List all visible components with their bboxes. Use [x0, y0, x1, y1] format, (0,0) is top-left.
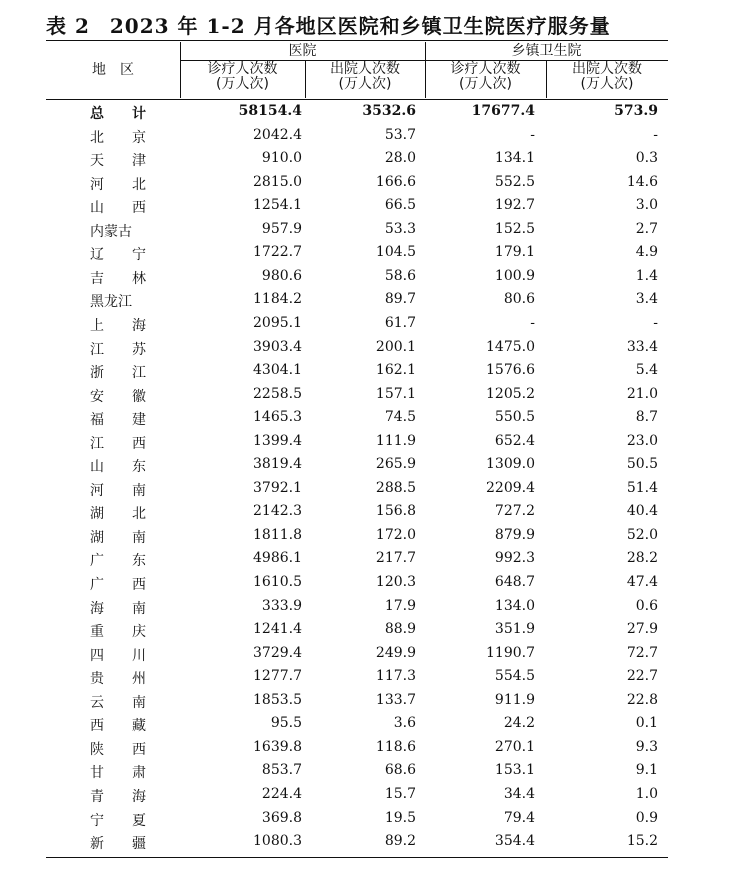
region-name-part: 北 — [132, 506, 146, 523]
region-name-part: 福 — [90, 412, 104, 429]
hospital-visits-cell: 224.4 — [261, 785, 302, 802]
region-name-part: 海 — [132, 788, 146, 805]
hospital-visits-cell: 853.7 — [261, 762, 302, 779]
township-discharge-cell: 0.3 — [635, 150, 658, 167]
table-row — [46, 619, 668, 643]
hospital-visits-cell: 4304.1 — [253, 362, 302, 379]
township-discharge-cell: 2.7 — [635, 220, 658, 237]
header-township: 乡镇卫生院 — [511, 43, 582, 59]
region-name — [90, 315, 146, 335]
township-discharge-cell: 40.4 — [626, 503, 658, 520]
region-name-part: 西 — [90, 718, 104, 735]
region-name — [90, 810, 146, 830]
region-name-part: 南 — [132, 482, 146, 499]
region-name — [90, 433, 146, 453]
township-visits-cell: 727.2 — [494, 503, 535, 520]
hospital-discharge-cell: 133.7 — [375, 691, 416, 708]
hospital-visits-cell: 910.0 — [261, 150, 302, 167]
hospital-discharge-cell: 19.5 — [384, 809, 416, 826]
col-unit: (万人次) — [338, 76, 392, 92]
hospital-discharge-cell: 217.7 — [375, 550, 416, 567]
hospital-visits-cell: 3729.4 — [253, 644, 302, 661]
table-row — [46, 407, 668, 431]
region-name — [90, 174, 146, 194]
col-label: 诊疗人次数 — [450, 61, 521, 77]
table-row — [46, 831, 668, 855]
township-visits-cell: 34.4 — [503, 785, 535, 802]
township-discharge-cell: 0.1 — [635, 715, 658, 732]
region-name-part: 青 — [90, 788, 104, 805]
region-name-part: 徽 — [132, 388, 146, 405]
township-visits-cell: 648.7 — [494, 574, 535, 590]
table-row — [46, 572, 668, 596]
region-name-part: 海 — [90, 600, 104, 617]
region-name-part: 宁 — [132, 247, 146, 264]
region-name-part: 京 — [132, 129, 146, 146]
table-row — [46, 690, 668, 714]
table-row — [46, 713, 668, 737]
col-hospital-visits — [180, 62, 305, 92]
region-name-part: 海 — [132, 317, 146, 334]
hospital-visits-cell: 1277.7 — [253, 668, 302, 685]
col-label: 出院人次数 — [330, 61, 400, 77]
township-discharge-cell: 22.7 — [626, 668, 658, 685]
region-name-part: 湖 — [90, 506, 104, 523]
township-visits-cell: 100.9 — [494, 267, 535, 284]
region-name-part: 夏 — [132, 812, 146, 829]
table-row — [46, 384, 668, 408]
region-name-part: 林 — [132, 270, 146, 287]
township-discharge-cell: 15.2 — [626, 833, 658, 850]
region-name-part: 总 — [90, 106, 104, 122]
table-row — [46, 219, 668, 243]
township-visits-cell: 1576.6 — [486, 362, 535, 379]
table-row — [46, 242, 668, 266]
region-name-part: 苏 — [132, 341, 146, 358]
region-name-part: 北 — [132, 176, 146, 193]
region-name-part: 宁 — [90, 812, 104, 829]
region-name — [90, 221, 146, 241]
region-name — [90, 598, 146, 618]
region-name-part: 新 — [90, 836, 104, 853]
hospital-visits-cell: 369.8 — [261, 809, 302, 826]
region-name-part: 四 — [90, 647, 104, 664]
table-row — [46, 266, 668, 290]
region-name-part: 南 — [132, 529, 146, 546]
region-name-part: 陕 — [90, 741, 104, 758]
region-name-part: 上 — [90, 317, 104, 334]
region-name-part: 江 — [90, 341, 104, 358]
table-row — [46, 125, 668, 149]
region-name-part: 西 — [132, 435, 146, 452]
hospital-visits-cell: 1610.5 — [253, 574, 302, 590]
hospital-visits-cell: 1241.4 — [253, 621, 302, 638]
hospital-discharge-cell: 58.6 — [384, 267, 416, 284]
hospital-discharge-cell: 118.6 — [375, 738, 416, 755]
hospital-discharge-cell: 53.7 — [384, 126, 416, 143]
township-visits-cell: 79.4 — [503, 809, 535, 826]
region-name — [90, 668, 146, 688]
hospital-discharge-cell: 15.7 — [384, 785, 416, 802]
table-row — [46, 478, 668, 502]
col-unit: (万人次) — [459, 76, 512, 92]
region-name — [90, 574, 146, 594]
township-discharge-cell: 3.4 — [635, 291, 658, 308]
table-row — [46, 548, 668, 572]
hospital-discharge-cell: 156.8 — [375, 503, 416, 520]
region-name — [90, 762, 146, 782]
hospital-visits-cell: 333.9 — [261, 597, 302, 614]
township-discharge-cell: 1.4 — [635, 267, 658, 284]
region-name-part: 庆 — [132, 624, 146, 641]
table-row — [46, 454, 668, 478]
hospital-discharge-cell: 200.1 — [375, 338, 416, 355]
township-visits-cell: 879.9 — [494, 526, 535, 543]
region-name-part: 藏 — [132, 718, 146, 735]
col-unit: (万人次) — [580, 76, 634, 92]
table-bottom-rule — [46, 857, 668, 858]
township-visits-cell: 354.4 — [494, 833, 535, 850]
township-visits-cell: 1475.0 — [486, 338, 535, 355]
hospital-visits-cell: 957.9 — [261, 220, 302, 237]
col-hospital-discharge — [305, 62, 425, 92]
region-name — [90, 739, 146, 759]
hospital-visits-cell: 4986.1 — [253, 550, 302, 567]
region-name-part: 吉 — [90, 270, 104, 287]
township-discharge-cell: 50.5 — [626, 456, 658, 473]
hospital-discharge-cell: 111.9 — [375, 432, 416, 449]
table-caption: 2023 年 1-2 月各地区医院和乡镇卫生院医疗服务量 — [109, 14, 611, 38]
township-visits-cell: 652.4 — [494, 432, 535, 449]
region-name-part: 肃 — [132, 765, 146, 782]
region-name-part: 北 — [90, 129, 104, 146]
hospital-discharge-cell: 28.0 — [384, 150, 416, 167]
hospital-discharge-cell: 17.9 — [384, 597, 416, 614]
township-visits-cell: 2209.4 — [486, 479, 535, 496]
region-name-part: 西 — [132, 741, 146, 758]
township-visits-cell: 134.1 — [494, 150, 535, 167]
township-discharge-cell: 47.4 — [626, 574, 658, 590]
hospital-discharge-cell: 68.6 — [384, 762, 416, 779]
township-visits-cell: 24.2 — [503, 715, 535, 732]
township-discharge-cell: 21.0 — [626, 385, 658, 402]
col-label: 诊疗人次数 — [207, 61, 278, 77]
hospital-visits-cell: 95.5 — [270, 715, 302, 732]
region-name — [90, 409, 146, 429]
table-row — [46, 195, 668, 219]
hospital-visits-cell: 1465.3 — [253, 409, 302, 426]
table-row — [46, 431, 668, 455]
region-name — [90, 291, 146, 311]
hospital-discharge-cell: 172.0 — [375, 526, 416, 543]
hospital-discharge-cell: 249.9 — [375, 644, 416, 661]
hospital-discharge-cell: 117.3 — [375, 668, 416, 685]
hospital-discharge-cell: 88.9 — [384, 621, 416, 638]
hospital-discharge-cell: 104.5 — [375, 244, 416, 261]
township-visits-cell: 80.6 — [503, 291, 535, 308]
township-discharge-cell: 22.8 — [626, 691, 658, 708]
region-name-part: 天 — [90, 153, 104, 170]
region-name — [90, 527, 146, 547]
table-row — [46, 337, 668, 361]
hospital-visits-cell: 1080.3 — [253, 833, 302, 850]
region-name — [90, 197, 146, 217]
hospital-visits-cell: 3819.4 — [253, 456, 302, 473]
region-name-part: 州 — [132, 671, 146, 688]
region-name — [90, 362, 146, 382]
hospital-visits-cell: 1399.4 — [253, 432, 302, 449]
region-name — [90, 150, 146, 170]
total-row — [46, 101, 668, 125]
hospital-discharge-cell: 3532.6 — [362, 103, 416, 119]
hospital-discharge-cell: 66.5 — [384, 197, 416, 214]
region-name-part: 计 — [132, 106, 146, 122]
region-name-part: 江 — [132, 365, 146, 382]
region-name — [90, 480, 146, 500]
township-discharge-cell: 0.9 — [635, 809, 658, 826]
hospital-visits-cell: 1811.8 — [253, 526, 302, 543]
region-name — [90, 692, 146, 712]
table-row — [46, 760, 668, 784]
hospital-visits-cell: 3792.1 — [253, 479, 302, 496]
township-discharge-cell: 28.2 — [626, 550, 658, 567]
region-name-part: 江 — [90, 435, 104, 452]
table-row — [46, 501, 668, 525]
region-name-part: 川 — [132, 647, 146, 664]
region-name — [90, 386, 146, 406]
hospital-visits-cell: 1254.1 — [253, 197, 302, 214]
hospital-discharge-cell: 288.5 — [375, 479, 416, 496]
region-name-part: 西 — [132, 200, 146, 217]
hospital-visits-cell: 2815.0 — [253, 173, 302, 190]
hospital-discharge-cell: 89.7 — [384, 291, 416, 308]
region-name-part: 云 — [90, 694, 104, 711]
region-name-part: 浙 — [90, 365, 104, 382]
township-visits-cell: 1190.7 — [486, 644, 535, 661]
region-name-part: 重 — [90, 624, 104, 641]
township-discharge-cell: 0.6 — [635, 597, 658, 614]
col-unit: (万人次) — [216, 76, 269, 92]
township-visits-cell: 552.5 — [494, 173, 535, 190]
township-discharge-cell: 52.0 — [626, 526, 658, 543]
township-discharge-cell: 9.1 — [635, 762, 658, 779]
township-visits-cell: 911.9 — [494, 691, 535, 708]
hospital-visits-cell: 2042.4 — [253, 126, 302, 143]
hospital-discharge-cell: 166.6 — [375, 173, 416, 190]
township-discharge-cell: 14.6 — [626, 173, 658, 190]
region-name-part: 安 — [90, 388, 104, 405]
hospital-visits-cell: 1853.5 — [253, 691, 302, 708]
region-name — [90, 550, 146, 570]
township-visits-cell: 550.5 — [494, 409, 535, 426]
township-visits-cell: 152.5 — [494, 220, 535, 237]
hospital-discharge-cell: 61.7 — [384, 314, 416, 331]
region-name — [90, 645, 146, 665]
hospital-visits-cell: 1722.7 — [253, 244, 302, 261]
township-discharge-cell: 3.0 — [635, 197, 658, 214]
township-discharge-cell: 72.7 — [626, 644, 658, 661]
table-row — [46, 596, 668, 620]
township-discharge-cell: 4.9 — [635, 244, 658, 261]
hospital-discharge-cell: 74.5 — [384, 409, 416, 426]
col-township-discharge — [546, 62, 668, 92]
township-visits-cell: 1205.2 — [486, 385, 535, 402]
region-name-part: 津 — [132, 153, 146, 170]
township-discharge-cell: 1.0 — [635, 785, 658, 802]
region-name — [90, 127, 146, 147]
col-label: 出院人次数 — [572, 61, 642, 77]
region-name — [90, 786, 146, 806]
township-visits-cell: - — [530, 314, 535, 331]
region-name — [90, 833, 146, 853]
hospital-discharge-cell: 265.9 — [375, 456, 416, 473]
region-name — [90, 715, 146, 735]
table-number: 表 2 — [46, 14, 90, 38]
hospital-visits-cell: 58154.4 — [238, 103, 302, 119]
hospital-visits-cell: 1639.8 — [253, 738, 302, 755]
col-township-visits — [425, 62, 546, 92]
region-name-part: 贵 — [90, 671, 104, 688]
township-visits-cell: 179.1 — [494, 244, 535, 261]
region-name — [90, 621, 146, 641]
hospital-visits-cell: 2142.3 — [253, 503, 302, 520]
hospital-visits-cell: 980.6 — [261, 267, 302, 284]
region-name-part: 广 — [90, 577, 104, 593]
region-name — [90, 103, 146, 123]
table-top-rule — [46, 40, 668, 41]
table-row — [46, 808, 668, 832]
region-name — [90, 503, 146, 523]
hospital-discharge-cell: 162.1 — [375, 362, 416, 379]
region-name-part: 内蒙古 — [90, 223, 132, 240]
region-name-part: 甘 — [90, 765, 104, 782]
township-discharge-cell: 23.0 — [626, 432, 658, 449]
region-name-part: 黑龙江 — [90, 294, 132, 311]
hospital-visits-cell: 2258.5 — [253, 385, 302, 402]
table-row — [46, 313, 668, 337]
township-visits-cell: - — [530, 126, 535, 143]
township-discharge-cell: 51.4 — [626, 479, 658, 496]
header-hospital: 医院 — [288, 43, 317, 59]
table-row — [46, 643, 668, 667]
township-discharge-cell: 573.9 — [614, 103, 658, 119]
hospital-discharge-cell: 157.1 — [375, 385, 416, 402]
township-visits-cell: 1309.0 — [486, 456, 535, 473]
hospital-visits-cell: 3903.4 — [253, 338, 302, 355]
township-visits-cell: 192.7 — [494, 197, 535, 214]
region-name-part: 南 — [132, 600, 146, 617]
township-discharge-cell: 33.4 — [626, 338, 658, 355]
table-row — [46, 289, 668, 313]
table-row — [46, 525, 668, 549]
table-row — [46, 148, 668, 172]
region-name-part: 西 — [132, 577, 146, 593]
region-name-part: 山 — [90, 459, 104, 476]
township-visits-cell: 992.3 — [494, 550, 535, 567]
region-name-part: 山 — [90, 200, 104, 217]
township-visits-cell: 153.1 — [494, 762, 535, 779]
region-name-part: 广 — [90, 553, 104, 570]
region-name-part: 河 — [90, 482, 104, 499]
region-name-part: 建 — [132, 412, 146, 429]
table-row — [46, 784, 668, 808]
hospital-visits-cell: 2095.1 — [253, 314, 302, 331]
region-name-part: 河 — [90, 176, 104, 193]
hospital-discharge-cell: 89.2 — [384, 833, 416, 850]
header-region: 地 区 — [92, 62, 134, 78]
township-discharge-cell: 5.4 — [635, 362, 658, 379]
township-visits-cell: 554.5 — [494, 668, 535, 685]
township-discharge-cell: - — [653, 126, 658, 143]
region-name-part: 东 — [132, 553, 146, 570]
hospital-discharge-cell: 53.3 — [384, 220, 416, 237]
township-discharge-cell: 9.3 — [635, 738, 658, 755]
region-name — [90, 456, 146, 476]
township-visits-cell: 351.9 — [494, 621, 535, 638]
township-visits-cell: 17677.4 — [471, 103, 535, 119]
region-name-part: 南 — [132, 694, 146, 711]
region-name — [90, 339, 146, 359]
table-row — [46, 360, 668, 384]
hospital-visits-cell: 1184.2 — [253, 291, 302, 308]
region-name-part: 东 — [132, 459, 146, 476]
table-row — [46, 172, 668, 196]
region-name-part: 湖 — [90, 529, 104, 546]
table-title — [46, 10, 611, 39]
header-bottom-rule — [46, 99, 668, 100]
region-name-part: 辽 — [90, 247, 104, 264]
township-discharge-cell: - — [653, 314, 658, 331]
region-name — [90, 244, 146, 264]
township-discharge-cell: 27.9 — [626, 621, 658, 638]
township-visits-cell: 270.1 — [494, 738, 535, 755]
region-name-part: 疆 — [132, 836, 146, 853]
township-visits-cell: 134.0 — [494, 597, 535, 614]
hospital-discharge-cell: 120.3 — [375, 574, 416, 590]
region-name — [90, 268, 146, 288]
table-row — [46, 666, 668, 690]
table-row — [46, 737, 668, 761]
township-discharge-cell: 8.7 — [635, 409, 658, 426]
hospital-discharge-cell: 3.6 — [393, 715, 416, 732]
